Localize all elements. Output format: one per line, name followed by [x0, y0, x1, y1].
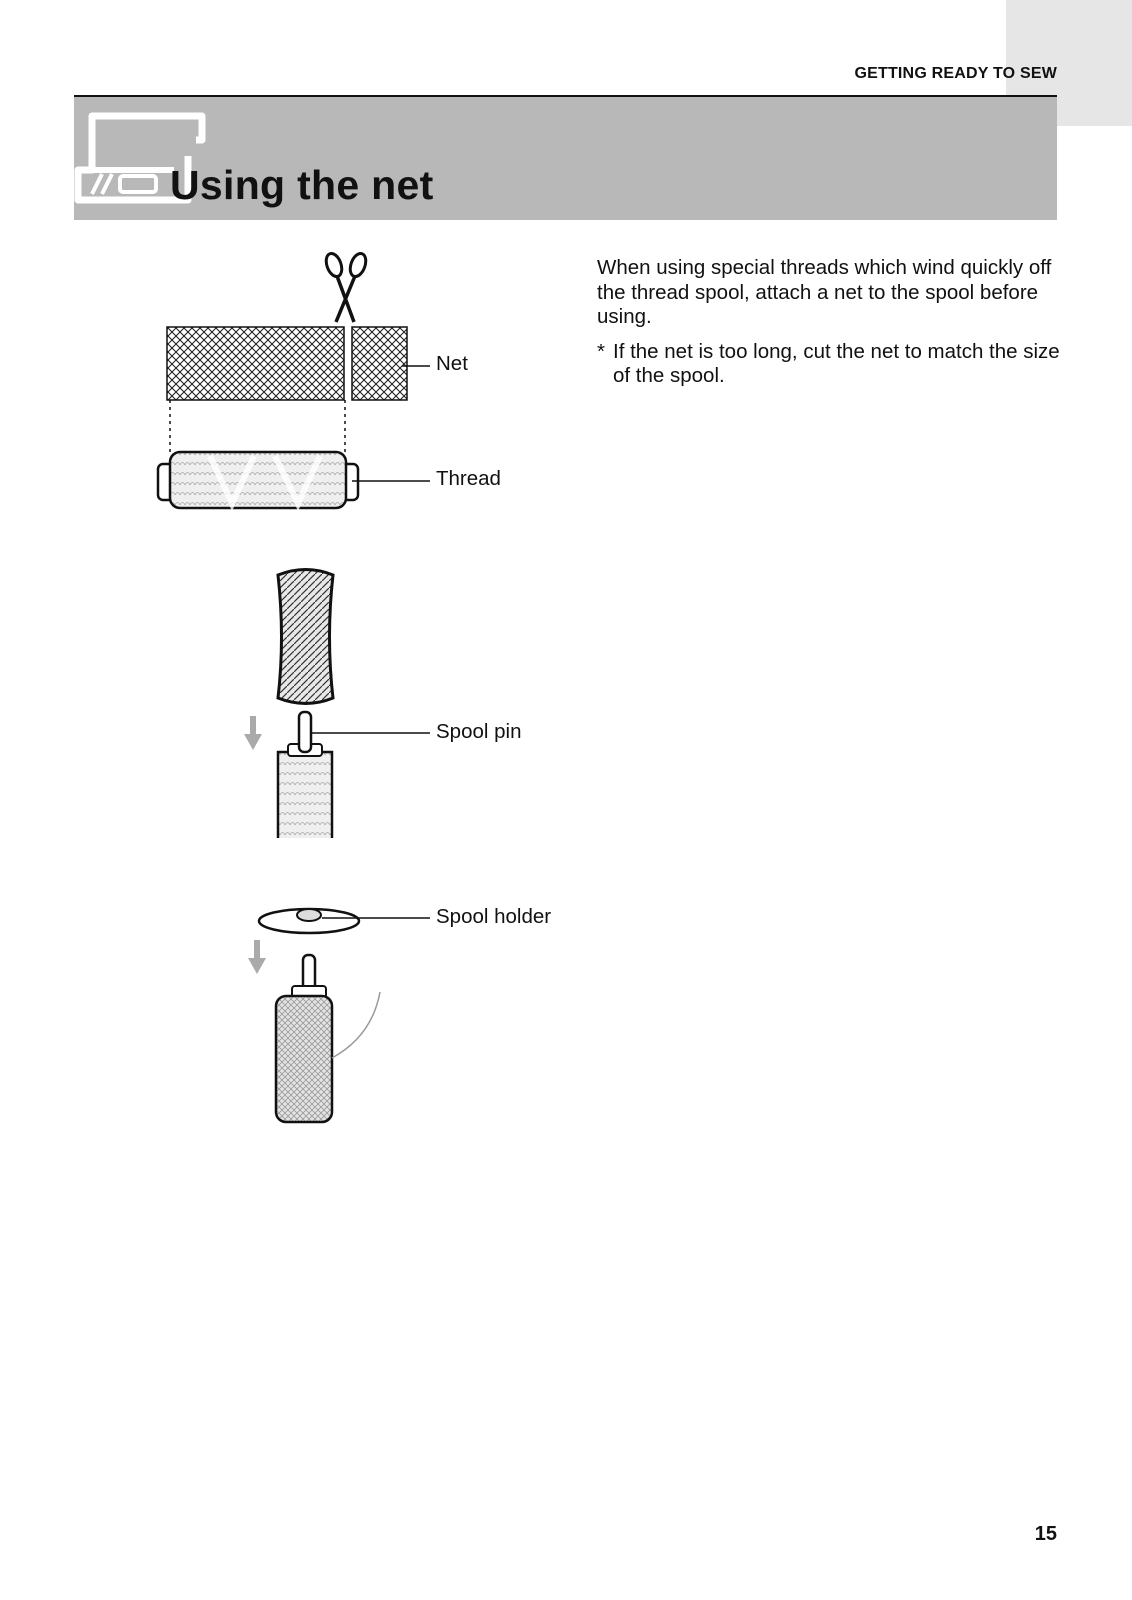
spool-pin-label: Spool pin	[436, 720, 522, 743]
spool-holder-label: Spool holder	[436, 905, 552, 928]
spool-holder	[259, 909, 359, 933]
net-strip	[167, 327, 344, 400]
instruction-paragraph: When using special threads which wind quickly off the thread spool, attach a net to the spool before using.	[597, 256, 1052, 328]
page-number: 15	[1034, 1523, 1057, 1545]
thread-spool-horizontal	[158, 452, 358, 508]
net-tube	[278, 570, 333, 704]
down-arrow-icon	[248, 940, 266, 974]
down-arrow-icon	[244, 716, 262, 750]
note-asterisk: *	[597, 339, 605, 363]
net-strip-cut	[352, 327, 407, 400]
scissors-icon	[323, 251, 368, 322]
thread-label: Thread	[436, 467, 501, 490]
net-label: Net	[436, 352, 468, 375]
alignment-guides	[170, 400, 345, 452]
spool-with-net	[276, 955, 380, 1122]
note-text: If the net is too long, cut the net to match the size of the spool.	[613, 339, 1060, 387]
page-title: Using the net	[170, 162, 434, 208]
section-header: GETTING READY TO SEW	[854, 65, 1057, 82]
